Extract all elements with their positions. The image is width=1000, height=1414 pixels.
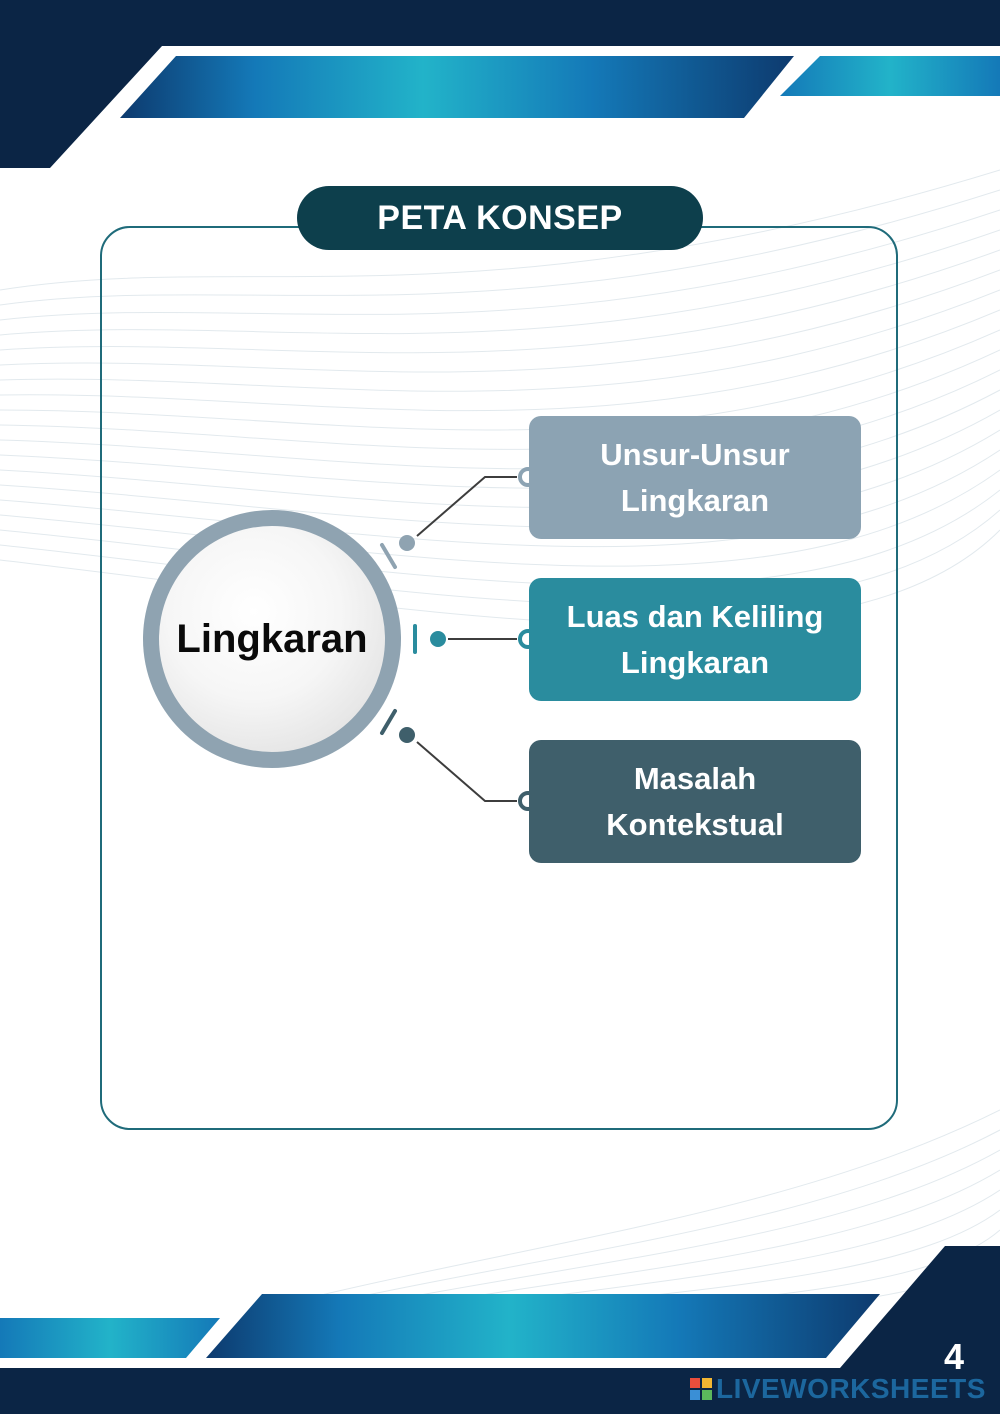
center-node-label: Lingkaran [159, 526, 385, 752]
branch-label: Luas dan Keliling Lingkaran [566, 598, 824, 680]
branch-masalah-kontekstual [529, 740, 861, 863]
middle-dot [430, 631, 446, 647]
page-number: 4 [943, 1336, 965, 1377]
liveworksheets-logo-icon [690, 1378, 712, 1400]
watermark-text: LIVEWORKSHEETS [716, 1373, 986, 1404]
top-dot [399, 535, 415, 551]
branch-label: Masalah Kontekstual [606, 760, 784, 842]
top-connector-line [417, 477, 517, 536]
branch-label: Unsur-Unsur Lingkaran [600, 436, 790, 518]
branch-unsur-unsur-lingkaran [529, 416, 861, 539]
bottom-dot [399, 727, 415, 743]
center-node [143, 510, 401, 768]
bottom-connector-line [417, 742, 517, 801]
page-title: PETA KONSEP [297, 186, 703, 250]
liveworksheets-watermark [690, 1374, 986, 1404]
bottom-bracket [382, 711, 395, 733]
top-bracket [382, 545, 395, 567]
branch-luas-dan-keliling [529, 578, 861, 701]
